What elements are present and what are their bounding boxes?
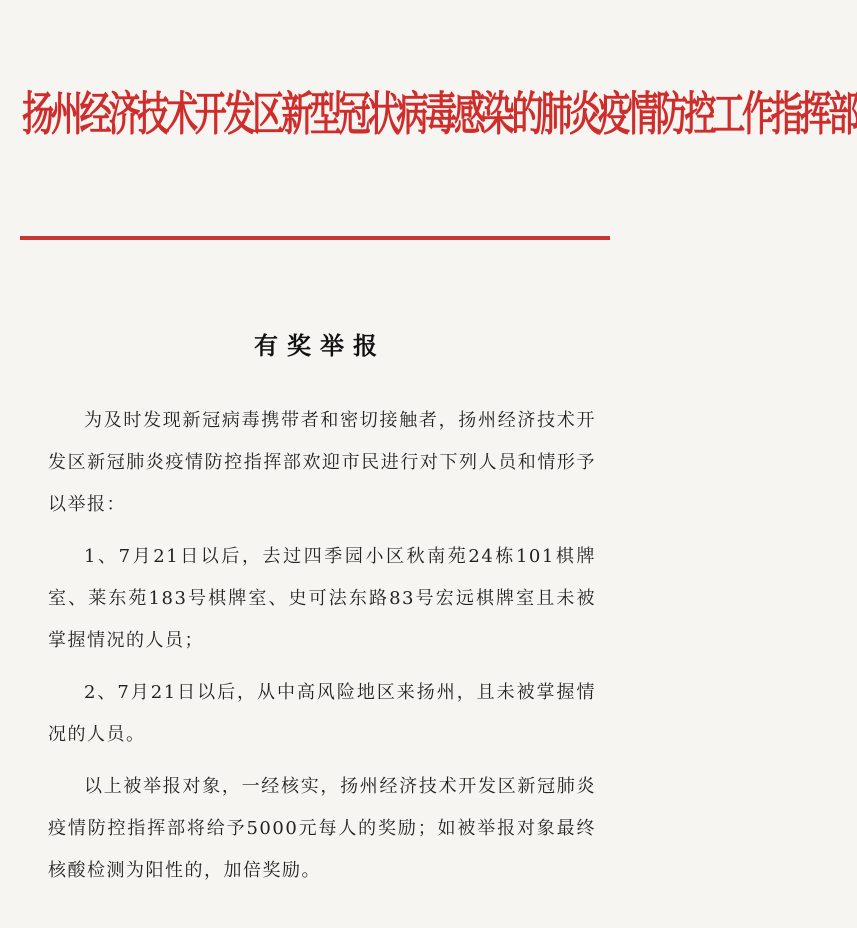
organization-header: 扬州经济技术开发区新型冠状病毒感染的肺炎疫情防控工作指挥部	[22, 86, 857, 142]
paragraph-item-2: 2、7月21日以后，从中高风险地区来扬州，且未被掌握情况的人员。	[48, 682, 596, 745]
paragraph-item-1: 1、7月21日以后，去过四季园小区秋南苑24栋101棋牌室、莱东苑183号棋牌室、史可法东路83号宏远棋牌室且未被掌握情况的人员；	[48, 546, 596, 651]
header-divider-rule	[20, 236, 610, 240]
document-body	[48, 400, 596, 902]
paragraph-reward: 以上被举报对象，一经核实，扬州经济技术开发区新冠肺炎疫情防控指挥部将给予5000元每人的奖励；如被举报对象最终核酸检测为阳性的，加倍奖励。	[48, 776, 596, 881]
paragraph-intro: 为及时发现新冠病毒携带者和密切接触者，扬州经济技术开发区新冠肺炎疫情防控指挥部欢迎市民进行对下列人员和情形予以举报：	[48, 410, 596, 515]
document-title: 有奖举报	[254, 331, 386, 360]
